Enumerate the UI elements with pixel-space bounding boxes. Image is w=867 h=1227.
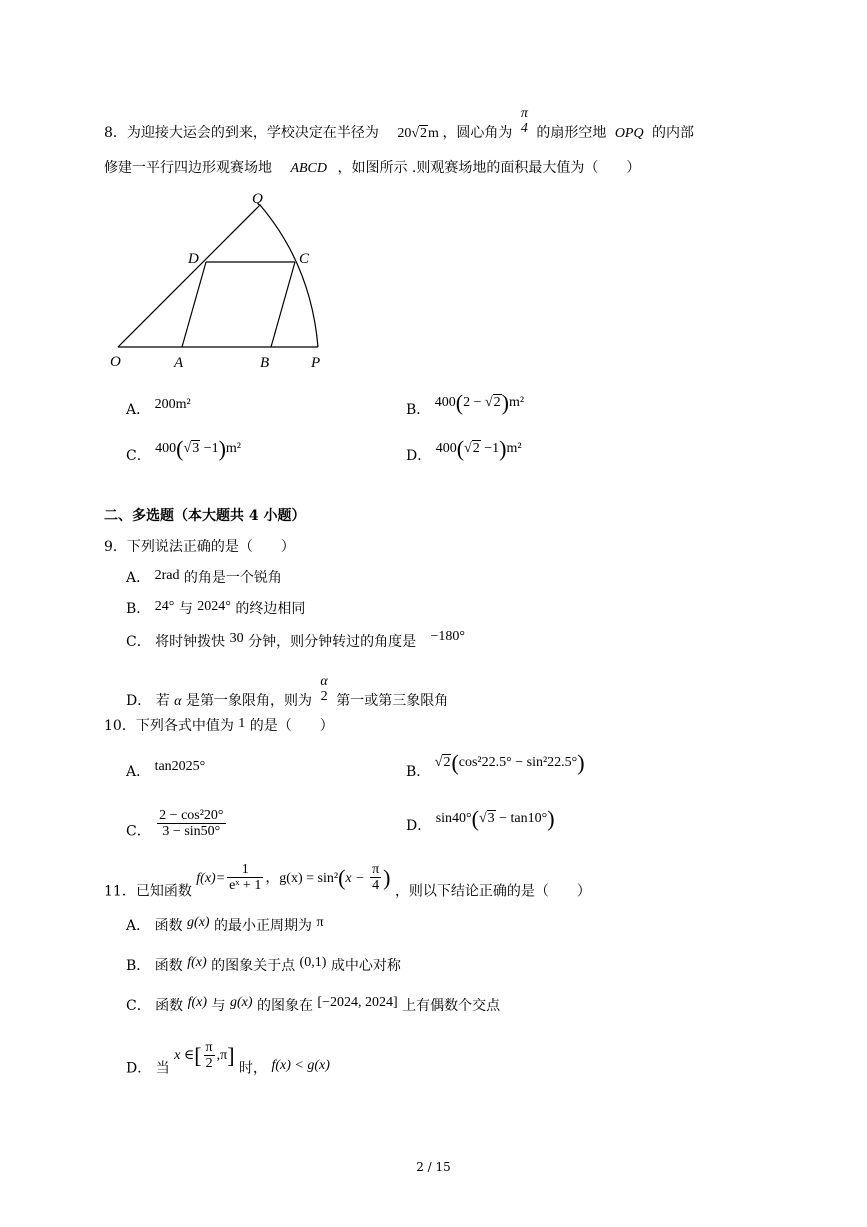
option-label: D．	[406, 818, 432, 834]
term: −1	[200, 441, 219, 456]
math-interval: x ∈[ $\frac{\pi}{2}$ ,π]	[174, 1040, 235, 1071]
option-text: 的终边相同	[235, 601, 306, 617]
label-o: O	[110, 354, 121, 370]
option-text: 函数	[154, 918, 183, 934]
math-value: √2(cos²22.5° − sin²22.5°)	[434, 749, 585, 775]
section-title: 二、多选题（本大题共 4 小题）	[104, 508, 306, 524]
segment-cb	[271, 262, 295, 347]
f-fraction	[227, 862, 263, 893]
g-arg: x −	[345, 870, 369, 886]
frac-num: π	[372, 862, 380, 877]
q8-radius-root: 2	[420, 126, 428, 141]
q8-stem-text: 的内部	[652, 125, 695, 141]
option-text: 的角是一个锐角	[183, 570, 282, 586]
q11-option-d[interactable]	[126, 1040, 330, 1085]
label-d: D	[188, 251, 199, 267]
math-value: 24°	[154, 599, 175, 614]
option-label: D．	[126, 693, 152, 709]
option-label: A．	[126, 570, 151, 586]
q9-alpha-fraction	[318, 674, 329, 704]
d-fraction	[204, 1040, 215, 1071]
option-label: C．	[126, 998, 151, 1014]
option-value: 200m²	[154, 397, 191, 412]
q8-angle-num: π	[520, 106, 528, 121]
page-number: 2 / 15	[416, 1160, 451, 1174]
frac-den: eˣ + 1	[229, 878, 262, 893]
term: −1	[480, 441, 500, 456]
option-label: B．	[406, 402, 431, 418]
radicand: 3	[487, 811, 495, 826]
g-lhs: ，g(x) = sin²	[265, 870, 339, 886]
radicand: 2	[443, 755, 451, 770]
math-value: 1	[238, 716, 246, 731]
option-text: 的最小正周期为	[214, 918, 313, 934]
label-a: A	[174, 355, 184, 371]
q9-option-a[interactable]	[126, 568, 282, 589]
q8-option-c[interactable]	[126, 435, 242, 467]
q8-option-b[interactable]	[406, 389, 525, 421]
option-value: 400(√3 −1)m²	[155, 435, 242, 461]
q11-option-b[interactable]	[126, 956, 401, 977]
segment-oq	[118, 205, 260, 347]
radicand: 2	[493, 395, 501, 410]
math-inequality: f(x) < g(x)	[271, 1057, 330, 1073]
option-label: C．	[126, 823, 151, 840]
math-value: ,π	[216, 1047, 228, 1063]
option-label: D．	[126, 1060, 152, 1077]
coef: 400	[434, 395, 456, 410]
label-b: B	[260, 355, 270, 371]
option-text: 若	[155, 693, 170, 709]
math-func: g(x)	[229, 995, 253, 1010]
label-c: C	[299, 251, 310, 267]
option-label: B．	[406, 764, 431, 780]
math-func: g(x)	[187, 915, 210, 930]
q8-option-a[interactable]	[126, 397, 191, 421]
q8-stem-text: 的扇形空地	[536, 125, 607, 141]
option-text: 的图象关于点	[211, 958, 296, 974]
q10-option-c[interactable]	[126, 808, 228, 847]
frac-num: π	[205, 1040, 213, 1055]
math-var: α	[174, 694, 182, 709]
q8-radius: 20√2m	[397, 126, 439, 141]
stem-text: 10．下列各式中值为	[104, 718, 234, 734]
term: 2 −	[463, 395, 485, 410]
q8-angle-den: 4	[520, 121, 528, 136]
option-text: 时，	[238, 1060, 267, 1077]
q10-stem	[104, 716, 334, 737]
frac-num: α	[320, 674, 328, 689]
option-label: C．	[126, 448, 151, 464]
q8-stem-text: ，如图所示 .则观赛场地的面积最大值为（ ）	[337, 160, 641, 176]
arc-pq	[260, 205, 318, 347]
q10-option-a[interactable]	[126, 759, 206, 783]
frac-den: 2	[205, 1056, 213, 1071]
math-func: f(x)	[187, 995, 208, 1010]
math-func: f(x)	[187, 955, 207, 970]
option-label: A．	[126, 918, 151, 934]
unit: m²	[506, 441, 522, 456]
q9-option-b[interactable]	[126, 599, 305, 620]
math-value: 2024°	[197, 599, 231, 614]
stem-text: 11．已知函数	[104, 883, 192, 900]
q10-c-fraction	[157, 808, 225, 839]
stem-text: ，则以下结论正确的是（ ）	[394, 883, 591, 900]
frac-num: 2 − cos²20°	[159, 808, 224, 823]
coef: sin40°	[435, 811, 472, 826]
q9-stem: 9．下列说法正确的是（ ）	[104, 539, 295, 555]
q8-option-d[interactable]	[406, 435, 522, 467]
option-label: A．	[126, 764, 151, 780]
g-fraction	[370, 862, 381, 893]
expr: − tan10°	[495, 811, 548, 826]
q9-option-c[interactable]	[126, 629, 466, 653]
option-text: 分钟，则分钟转过的角度是	[248, 634, 417, 650]
radicand: 2	[472, 441, 480, 456]
option-label: B．	[126, 958, 151, 974]
q11-stem: 11．已知函数 f(x)= $\frac{1}{\text{eˣ + 1}}$ ，g(x) = sin²(x − $\frac{\pi}{4}$ ) ，则以下结论正确的是（ ）	[104, 862, 591, 900]
q8-sector-name: OPQ	[614, 126, 644, 141]
math-interval: [−2024, 2024]	[317, 995, 398, 1010]
option-text: 函数	[155, 998, 184, 1014]
q10-option-b[interactable]	[406, 749, 585, 783]
stem-text: 的是（ ）	[249, 718, 334, 734]
q8-angle-fraction	[519, 106, 530, 136]
option-text: 与	[211, 998, 226, 1014]
label-p: P	[311, 355, 321, 371]
option-label: B．	[126, 601, 151, 617]
q8-stem-text: 修建一平行四边形观赛场地	[104, 160, 272, 176]
q9-option-d[interactable]	[126, 674, 449, 716]
f-lhs: f(x)=	[196, 870, 226, 886]
option-value: 400(2 − √2)m²	[434, 389, 525, 415]
unit: m²	[509, 395, 525, 410]
q8-parallelogram-name: ABCD	[290, 161, 328, 176]
option-text: 将时钟拨快	[155, 634, 226, 650]
option-text: 的图象在	[256, 998, 313, 1014]
option-text: 第一或第三象限角	[336, 693, 449, 709]
math-value: 30	[229, 631, 244, 646]
math-value: sin40°(√3 − tan10°)	[435, 805, 555, 831]
unit: m²	[225, 441, 242, 456]
option-text: 上有偶数个交点	[402, 998, 501, 1014]
option-label: C．	[126, 634, 151, 650]
math-var: x ∈	[174, 1047, 195, 1063]
option-text: 是第一象限角，则为	[185, 693, 312, 709]
q8-stem-line2	[104, 158, 640, 179]
math-value: tan2025°	[154, 759, 206, 774]
q8-stem-text: 8．为迎接大运会的到来，学校决定在半径为	[104, 125, 379, 141]
option-label: A．	[126, 402, 151, 418]
math-value: 2rad	[154, 568, 180, 583]
label-q: Q	[252, 191, 263, 207]
option-text: 与	[178, 601, 193, 617]
math-value: −180°	[430, 629, 466, 644]
q10-option-d[interactable]	[406, 805, 555, 837]
frac-num: 1	[227, 862, 263, 878]
math-point: (0,1)	[299, 955, 327, 970]
radicand: 3	[192, 441, 200, 456]
option-text: 成中心对称	[330, 958, 401, 974]
expr: cos²22.5° − sin²22.5°	[458, 755, 578, 770]
coef: 400	[435, 441, 457, 456]
option-text: 函数	[154, 958, 183, 974]
option-value: 400(√2 −1)m²	[435, 435, 522, 461]
q8-radius-unit: m	[428, 126, 439, 141]
option-text: 当	[155, 1060, 170, 1077]
frac-den: 3 − sin50°	[162, 824, 221, 839]
coef: 400	[155, 441, 177, 456]
frac-den: 2	[320, 689, 328, 704]
q8-stem-text: ，圆心角为	[442, 125, 513, 141]
q8-stem-line1	[104, 106, 695, 148]
frac-den: 4	[372, 878, 380, 893]
math-value: π	[316, 915, 324, 930]
q8-radius-coef: 20	[397, 126, 412, 141]
option-label: D．	[406, 448, 432, 464]
q8-sector-figure	[106, 185, 346, 375]
q11-option-a[interactable]	[126, 916, 324, 937]
segment-da	[182, 262, 206, 347]
q11-option-c[interactable]	[126, 996, 500, 1017]
